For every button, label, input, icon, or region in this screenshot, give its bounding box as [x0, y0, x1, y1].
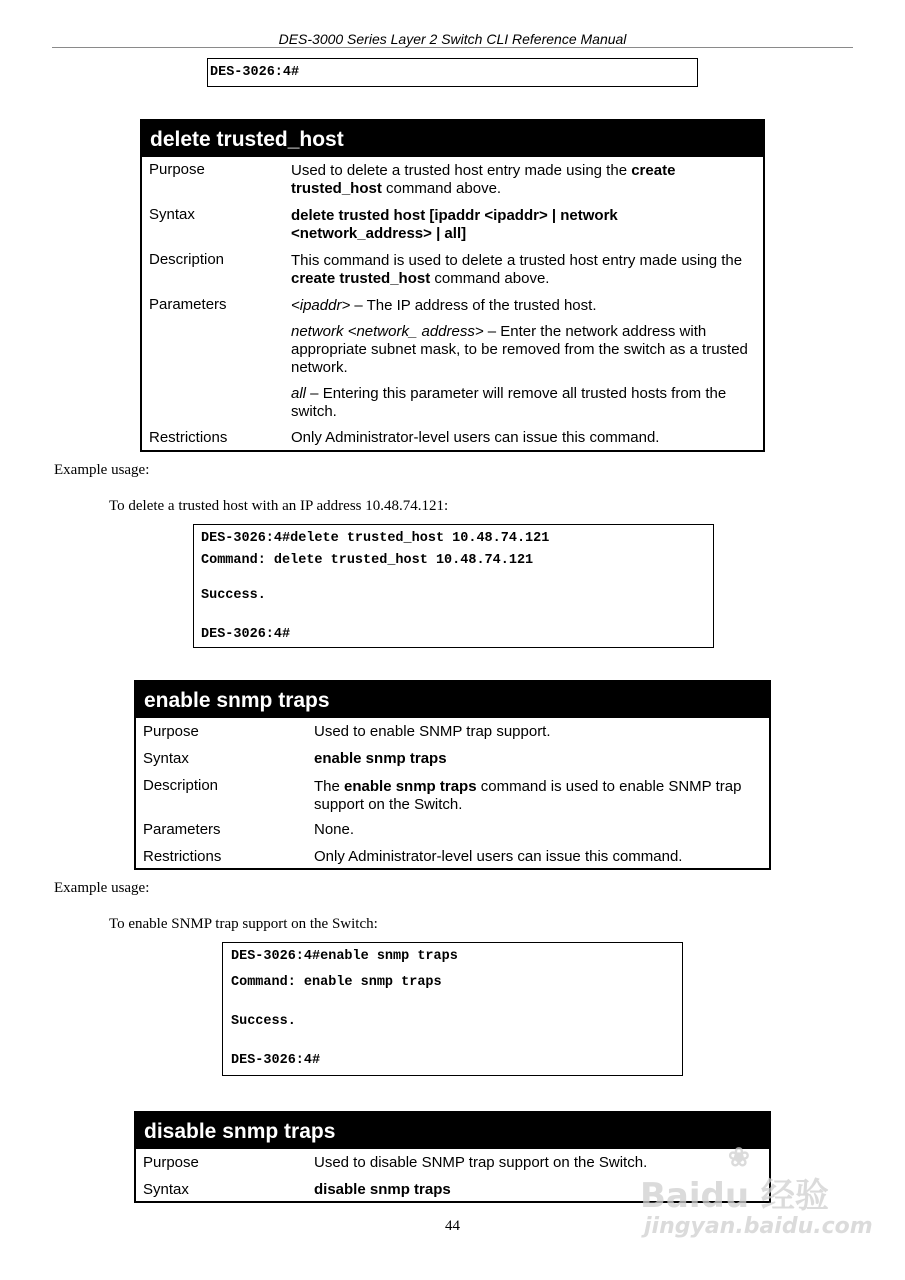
code-line: DES-3026:4#enable snmp traps — [231, 949, 458, 964]
example-usage-label: Example usage: — [54, 462, 150, 478]
header-divider — [52, 47, 853, 48]
param-ipaddr — [291, 297, 761, 315]
param-network-name: network <network_ address> — [291, 323, 484, 340]
param-network-text: – Enter the network address with — [483, 323, 707, 340]
param-ipaddr-name: <ipaddr> — [291, 297, 351, 314]
code-line: Command: delete trusted_host 10.48.74.121 — [201, 553, 534, 568]
enable-snmp-traps-table — [134, 680, 771, 870]
description-value — [291, 252, 761, 288]
description-text: This command is used to delete a trusted host entry made using the — [291, 252, 743, 269]
purpose-text: Used to delete a trusted host entry made using the — [291, 162, 632, 179]
syntax-label: Syntax — [143, 750, 189, 767]
parameters-label: Parameters — [143, 821, 221, 838]
baidu-watermark-logo — [640, 1142, 829, 1217]
description-text: The — [314, 778, 345, 795]
restrictions-value: Only Administrator-level users can issue this command. — [291, 429, 660, 446]
purpose-label: Purpose — [149, 161, 205, 178]
syntax-line-1: delete trusted host [ipaddr <ipaddr> | network — [291, 207, 618, 224]
top-code-box — [207, 58, 698, 87]
purpose-bold-command-2: trusted_host — [291, 180, 382, 197]
description-value — [314, 778, 764, 814]
purpose-label: Purpose — [143, 1154, 199, 1171]
syntax-value — [291, 207, 761, 243]
delete-trusted-host-table — [140, 119, 765, 452]
code-line: DES-3026:4# — [210, 65, 300, 80]
description-bold-command: enable snmp traps — [344, 778, 477, 795]
param-network — [291, 323, 761, 377]
purpose-bold-command: create — [631, 162, 676, 179]
code-line: DES-3026:4# — [201, 627, 291, 642]
description-bold-command: create trusted_host — [291, 270, 431, 287]
code-line: Command: enable snmp traps — [231, 975, 442, 990]
paw-icon: ❀ — [728, 1142, 750, 1172]
watermark-brand: Baidu 经验 — [640, 1176, 829, 1216]
purpose-text-2: command above. — [381, 180, 502, 197]
page-header-title: DES-3000 Series Layer 2 Switch CLI Reference Manual — [278, 31, 627, 47]
description-text-3: support on the Switch. — [314, 796, 463, 813]
param-network-text-3: network. — [291, 359, 348, 376]
table-title: disable snmp traps — [136, 1113, 769, 1149]
example-intro: To enable SNMP trap support on the Switch: — [109, 916, 378, 932]
syntax-value: disable snmp traps — [314, 1181, 451, 1198]
syntax-line-2: <network_address> | all] — [291, 225, 467, 242]
description-text-2: command above. — [430, 270, 550, 287]
param-all-name: all — [291, 385, 307, 402]
purpose-label: Purpose — [143, 723, 199, 740]
table-title: enable snmp traps — [136, 682, 769, 718]
purpose-value: Used to enable SNMP trap support. — [314, 723, 551, 740]
syntax-label: Syntax — [143, 1181, 189, 1198]
restrictions-label: Restrictions — [149, 429, 228, 446]
param-ipaddr-text: – The IP address of the trusted host. — [350, 297, 597, 314]
param-all-text-2: switch. — [291, 403, 337, 420]
syntax-value: enable snmp traps — [314, 750, 447, 767]
description-label: Description — [149, 251, 225, 268]
description-text-2: command is used to enable SNMP trap — [476, 778, 742, 795]
example-code-box — [222, 942, 683, 1076]
param-network-text-2: appropriate subnet mask, to be removed from the switch as a trusted — [291, 341, 748, 358]
example-intro: To delete a trusted host with an IP address 10.48.74.121: — [109, 498, 449, 514]
restrictions-value: Only Administrator-level users can issue this command. — [314, 848, 683, 865]
purpose-value: Used to disable SNMP trap support on the Switch. — [314, 1154, 648, 1171]
restrictions-label: Restrictions — [143, 848, 222, 865]
example-usage-label: Example usage: — [54, 880, 150, 896]
parameters-label: Parameters — [149, 296, 227, 313]
param-all-text: – Entering this parameter will remove all trusted hosts from the — [306, 385, 727, 402]
example-code-box — [193, 524, 714, 648]
code-line: DES-3026:4# — [231, 1053, 321, 1068]
page-number: 44 — [445, 1218, 460, 1234]
code-line: Success. — [231, 1014, 296, 1029]
code-line: DES-3026:4#delete trusted_host 10.48.74.121 — [201, 531, 550, 546]
code-line: Success. — [201, 588, 266, 603]
purpose-value — [291, 162, 761, 198]
parameters-value: None. — [314, 821, 355, 838]
table-title: delete trusted_host — [142, 121, 763, 157]
watermark-url: jingyan.baidu.com — [644, 1214, 873, 1239]
syntax-label: Syntax — [149, 206, 195, 223]
param-all — [291, 385, 761, 421]
description-label: Description — [143, 777, 219, 794]
